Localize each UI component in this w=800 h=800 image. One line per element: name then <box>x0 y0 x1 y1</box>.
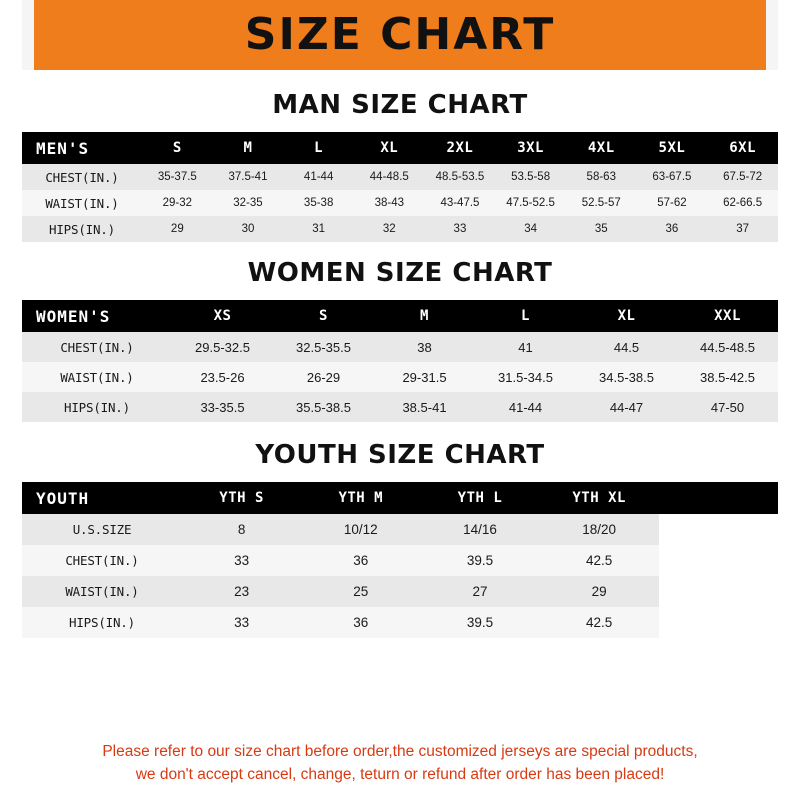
men-hips-xl: 32 <box>354 216 425 242</box>
women-row-label-waist: WAIST(IN.) <box>22 362 172 392</box>
table-header-row <box>22 300 778 332</box>
youth-ussize-blank <box>659 514 778 545</box>
men-waist-l: 35-38 <box>283 190 354 216</box>
header-banner <box>0 0 800 70</box>
women-waist-s: 26-29 <box>273 362 374 392</box>
women-row-label-hips: HIPS(IN.) <box>22 392 172 422</box>
youth-hips-blank <box>659 607 778 638</box>
women-col-xxl: XXL <box>677 300 778 332</box>
men-col-xl: XL <box>354 132 425 164</box>
youth-waist-xl: 29 <box>540 576 659 607</box>
women-chest-m: 38 <box>374 332 475 362</box>
women-waist-xs: 23.5-26 <box>172 362 273 392</box>
youth-ussize-s: 8 <box>182 514 301 545</box>
men-chest-m: 37.5-41 <box>213 164 284 190</box>
women-hips-xl: 44-47 <box>576 392 677 422</box>
men-hips-2xl: 33 <box>425 216 496 242</box>
men-waist-6xl: 62-66.5 <box>707 190 778 216</box>
men-hips-6xl: 37 <box>707 216 778 242</box>
men-row-label-hips: HIPS(IN.) <box>22 216 142 242</box>
men-corner-label: MEN'S <box>22 132 142 164</box>
youth-ussize-l: 14/16 <box>420 514 539 545</box>
chart-content <box>0 70 800 731</box>
youth-col-xl: YTH XL <box>540 482 659 514</box>
men-col-l: L <box>283 132 354 164</box>
table-header-row <box>22 482 778 514</box>
women-size-table <box>22 300 778 422</box>
table-row <box>22 164 778 190</box>
youth-waist-blank <box>659 576 778 607</box>
men-hips-5xl: 36 <box>637 216 708 242</box>
women-waist-l: 31.5-34.5 <box>475 362 576 392</box>
men-hips-m: 30 <box>213 216 284 242</box>
men-waist-2xl: 43-47.5 <box>425 190 496 216</box>
youth-ussize-m: 10/12 <box>301 514 420 545</box>
men-waist-5xl: 57-62 <box>637 190 708 216</box>
men-col-2xl: 2XL <box>425 132 496 164</box>
section-title-men: MAN SIZE CHART <box>272 90 528 120</box>
women-col-s: S <box>273 300 374 332</box>
women-col-m: M <box>374 300 475 332</box>
youth-hips-l: 39.5 <box>420 607 539 638</box>
men-chest-6xl: 67.5-72 <box>707 164 778 190</box>
youth-corner-label: YOUTH <box>22 482 182 514</box>
men-chest-4xl: 58-63 <box>566 164 637 190</box>
youth-row-label-hips: HIPS(IN.) <box>22 607 182 638</box>
women-waist-xxl: 38.5-42.5 <box>677 362 778 392</box>
men-row-label-waist: WAIST(IN.) <box>22 190 142 216</box>
table-row <box>22 607 778 638</box>
women-hips-m: 38.5-41 <box>374 392 475 422</box>
women-chest-xs: 29.5-32.5 <box>172 332 273 362</box>
women-chest-l: 41 <box>475 332 576 362</box>
women-waist-xl: 34.5-38.5 <box>576 362 677 392</box>
men-waist-4xl: 52.5-57 <box>566 190 637 216</box>
youth-hips-xl: 42.5 <box>540 607 659 638</box>
women-row-label-chest: CHEST(IN.) <box>22 332 172 362</box>
men-waist-xl: 38-43 <box>354 190 425 216</box>
women-col-xs: XS <box>172 300 273 332</box>
youth-col-l: YTH L <box>420 482 539 514</box>
footer-line-1: Please refer to our size chart before order,the customized jerseys are special products, <box>102 743 698 761</box>
women-col-xl: XL <box>576 300 677 332</box>
table-header-row <box>22 132 778 164</box>
youth-hips-m: 36 <box>301 607 420 638</box>
youth-waist-m: 25 <box>301 576 420 607</box>
men-col-3xl: 3XL <box>495 132 566 164</box>
women-corner-label: WOMEN'S <box>22 300 172 332</box>
youth-chest-m: 36 <box>301 545 420 576</box>
youth-chest-s: 33 <box>182 545 301 576</box>
youth-col-s: YTH S <box>182 482 301 514</box>
youth-row-label-chest: CHEST(IN.) <box>22 545 182 576</box>
women-hips-xs: 33-35.5 <box>172 392 273 422</box>
men-chest-l: 41-44 <box>283 164 354 190</box>
men-chest-3xl: 53.5-58 <box>495 164 566 190</box>
men-row-label-chest: CHEST(IN.) <box>22 164 142 190</box>
table-row <box>22 362 778 392</box>
women-chest-xl: 44.5 <box>576 332 677 362</box>
men-hips-s: 29 <box>142 216 213 242</box>
women-hips-s: 35.5-38.5 <box>273 392 374 422</box>
section-title-women: WOMEN SIZE CHART <box>247 258 553 288</box>
men-chest-xl: 44-48.5 <box>354 164 425 190</box>
youth-chest-blank <box>659 545 778 576</box>
youth-row-label-ussize: U.S.SIZE <box>22 514 182 545</box>
table-row <box>22 545 778 576</box>
table-row <box>22 576 778 607</box>
youth-row-label-waist: WAIST(IN.) <box>22 576 182 607</box>
section-title-youth: YOUTH SIZE CHART <box>255 440 545 470</box>
men-hips-4xl: 35 <box>566 216 637 242</box>
women-hips-xxl: 47-50 <box>677 392 778 422</box>
table-row <box>22 190 778 216</box>
page-title: SIZE CHART <box>244 8 556 60</box>
youth-size-table <box>22 482 778 638</box>
youth-waist-l: 27 <box>420 576 539 607</box>
women-chest-s: 32.5-35.5 <box>273 332 374 362</box>
youth-col-m: YTH M <box>301 482 420 514</box>
men-col-5xl: 5XL <box>637 132 708 164</box>
youth-chest-xl: 42.5 <box>540 545 659 576</box>
men-col-6xl: 6XL <box>707 132 778 164</box>
men-hips-l: 31 <box>283 216 354 242</box>
women-waist-m: 29-31.5 <box>374 362 475 392</box>
men-col-m: M <box>213 132 284 164</box>
men-chest-5xl: 63-67.5 <box>637 164 708 190</box>
men-waist-3xl: 47.5-52.5 <box>495 190 566 216</box>
youth-col-blank <box>659 482 778 514</box>
youth-waist-s: 23 <box>182 576 301 607</box>
footer-line-2: we don't accept cancel, change, teturn or refund after order has been placed! <box>135 765 665 783</box>
table-row <box>22 216 778 242</box>
footer-disclaimer <box>0 731 800 800</box>
youth-ussize-xl: 18/20 <box>540 514 659 545</box>
table-row <box>22 392 778 422</box>
women-hips-l: 41-44 <box>475 392 576 422</box>
men-hips-3xl: 34 <box>495 216 566 242</box>
table-row <box>22 332 778 362</box>
men-chest-s: 35-37.5 <box>142 164 213 190</box>
youth-hips-s: 33 <box>182 607 301 638</box>
women-chest-xxl: 44.5-48.5 <box>677 332 778 362</box>
men-waist-m: 32-35 <box>213 190 284 216</box>
men-size-table <box>22 132 778 242</box>
men-chest-2xl: 48.5-53.5 <box>425 164 496 190</box>
table-row <box>22 514 778 545</box>
men-col-4xl: 4XL <box>566 132 637 164</box>
men-col-s: S <box>142 132 213 164</box>
youth-chest-l: 39.5 <box>420 545 539 576</box>
men-waist-s: 29-32 <box>142 190 213 216</box>
women-col-l: L <box>475 300 576 332</box>
